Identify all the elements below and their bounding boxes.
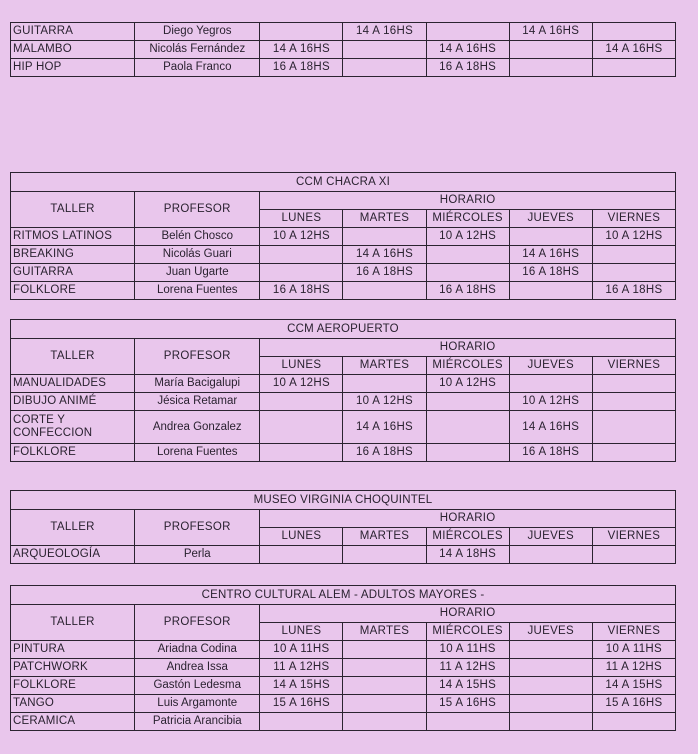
schedule-cell-martes: 16 A 18HS	[343, 264, 426, 282]
schedule-cell-martes: 14 A 16HS	[343, 411, 426, 444]
schedule-cell-lunes	[260, 713, 343, 731]
schedule-cell-martes	[343, 659, 426, 677]
header-day-martes: MARTES	[343, 210, 426, 228]
header-day-viernes: VIERNES	[592, 210, 675, 228]
schedule-cell-jueves: 16 A 18HS	[509, 264, 592, 282]
header-horario: HORARIO	[260, 339, 676, 357]
table-row	[11, 659, 676, 677]
taller-cell: CORTE Y CONFECCION	[11, 411, 135, 444]
schedule-cell-jueves	[509, 659, 592, 677]
schedule-cell-lunes	[260, 393, 343, 411]
schedule-cell-martes	[343, 695, 426, 713]
schedule-cell-lunes	[260, 264, 343, 282]
schedule-cell-miercoles: 14 A 18HS	[426, 546, 509, 564]
schedule-cell-jueves	[509, 677, 592, 695]
header-day-miercoles: MIÉRCOLES	[426, 210, 509, 228]
table-row	[11, 23, 676, 41]
profesor-cell: Lorena Fuentes	[135, 282, 260, 300]
header-day-viernes: VIERNES	[592, 623, 675, 641]
taller-cell: GUITARRA	[11, 23, 135, 41]
schedule-cell-jueves: 10 A 12HS	[509, 393, 592, 411]
table-row	[11, 41, 676, 59]
top-table-body	[11, 23, 676, 77]
table-row	[11, 375, 676, 393]
schedule-cell-viernes	[592, 264, 675, 282]
table-row	[11, 228, 676, 246]
header-day-lunes: LUNES	[260, 528, 343, 546]
schedule-cell-viernes	[592, 375, 675, 393]
header-profesor: PROFESOR	[135, 192, 260, 228]
table-row	[11, 264, 676, 282]
table-row	[11, 677, 676, 695]
schedule-cell-viernes: 10 A 12HS	[592, 228, 675, 246]
schedule-cell-viernes	[592, 444, 675, 462]
schedule-cell-miercoles	[426, 246, 509, 264]
profesor-cell: Lorena Fuentes	[135, 444, 260, 462]
profesor-cell: Patricia Arancibia	[135, 713, 260, 731]
schedule-cell-miercoles: 14 A 15HS	[426, 677, 509, 695]
taller-cell: PINTURA	[11, 641, 135, 659]
schedule-cell-lunes: 14 A 16HS	[260, 41, 343, 59]
profesor-cell: Nicolás Guari	[135, 246, 260, 264]
schedule-cell-jueves	[509, 59, 592, 77]
schedule-cell-jueves	[509, 41, 592, 59]
header-day-martes: MARTES	[343, 528, 426, 546]
profesor-cell: Perla	[135, 546, 260, 564]
schedule-cell-martes	[343, 41, 426, 59]
taller-cell: BREAKING	[11, 246, 135, 264]
schedule-cell-martes	[343, 677, 426, 695]
top-partial-table	[10, 22, 676, 77]
header-day-miercoles: MIÉRCOLES	[426, 528, 509, 546]
profesor-cell: Paola Franco	[135, 59, 260, 77]
header-day-martes: MARTES	[343, 623, 426, 641]
schedule-cell-martes: 16 A 18HS	[343, 444, 426, 462]
profesor-cell: Diego Yegros	[135, 23, 260, 41]
taller-cell: FOLKLORE	[11, 677, 135, 695]
table-title: MUSEO VIRGINIA CHOQUINTEL	[11, 491, 676, 510]
header-day-miercoles: MIÉRCOLES	[426, 357, 509, 375]
header-horario: HORARIO	[260, 510, 676, 528]
schedule-cell-miercoles: 15 A 16HS	[426, 695, 509, 713]
schedule-cell-jueves	[509, 375, 592, 393]
schedule-cell-martes	[343, 282, 426, 300]
header-day-jueves: JUEVES	[509, 357, 592, 375]
table-title: CENTRO CULTURAL ALEM - ADULTOS MAYORES -	[11, 586, 676, 605]
schedule-cell-viernes	[592, 23, 675, 41]
schedule-cell-miercoles	[426, 393, 509, 411]
schedule-cell-martes	[343, 641, 426, 659]
schedule-cell-lunes: 10 A 12HS	[260, 375, 343, 393]
taller-cell: GUITARRA	[11, 264, 135, 282]
header-taller: TALLER	[11, 605, 135, 641]
schedule-cell-viernes: 15 A 16HS	[592, 695, 675, 713]
schedule-cell-viernes	[592, 411, 675, 444]
schedule-cell-viernes: 14 A 16HS	[592, 41, 675, 59]
schedule-cell-jueves: 14 A 16HS	[509, 23, 592, 41]
header-profesor: PROFESOR	[135, 339, 260, 375]
table-row	[11, 393, 676, 411]
schedule-cell-miercoles: 14 A 16HS	[426, 41, 509, 59]
schedule-cell-lunes	[260, 23, 343, 41]
header-day-martes: MARTES	[343, 357, 426, 375]
taller-cell: PATCHWORK	[11, 659, 135, 677]
schedule-cell-miercoles	[426, 444, 509, 462]
taller-cell: MANUALIDADES	[11, 375, 135, 393]
taller-cell: TANGO	[11, 695, 135, 713]
taller-cell: FOLKLORE	[11, 282, 135, 300]
schedule-cell-lunes	[260, 444, 343, 462]
taller-cell: RITMOS LATINOS	[11, 228, 135, 246]
schedule-cell-viernes: 11 A 12HS	[592, 659, 675, 677]
schedule-cell-martes	[343, 375, 426, 393]
schedule-cell-jueves	[509, 228, 592, 246]
schedule-cell-miercoles: 10 A 11HS	[426, 641, 509, 659]
table-title: CCM AEROPUERTO	[11, 320, 676, 339]
header-day-jueves: JUEVES	[509, 210, 592, 228]
table-row	[11, 59, 676, 77]
schedule-cell-lunes	[260, 411, 343, 444]
schedule-cell-miercoles	[426, 264, 509, 282]
schedule-cell-lunes: 15 A 16HS	[260, 695, 343, 713]
schedule-cell-viernes	[592, 246, 675, 264]
profesor-cell: Andrea Gonzalez	[135, 411, 260, 444]
header-profesor: PROFESOR	[135, 605, 260, 641]
schedule-cell-viernes: 16 A 18HS	[592, 282, 675, 300]
schedule-cell-viernes: 14 A 15HS	[592, 677, 675, 695]
schedule-cell-jueves	[509, 695, 592, 713]
schedule-cell-miercoles	[426, 23, 509, 41]
table-row	[11, 713, 676, 731]
table-row	[11, 546, 676, 564]
header-day-viernes: VIERNES	[592, 528, 675, 546]
schedule-cell-lunes: 10 A 12HS	[260, 228, 343, 246]
header-taller: TALLER	[11, 339, 135, 375]
schedule-cell-miercoles	[426, 713, 509, 731]
schedule-cell-viernes	[592, 59, 675, 77]
schedule-cell-lunes	[260, 546, 343, 564]
schedule-cell-jueves	[509, 282, 592, 300]
profesor-cell: Andrea Issa	[135, 659, 260, 677]
schedule-cell-martes: 14 A 16HS	[343, 246, 426, 264]
header-day-jueves: JUEVES	[509, 528, 592, 546]
schedule-cell-lunes: 14 A 15HS	[260, 677, 343, 695]
schedule-cell-jueves: 14 A 16HS	[509, 411, 592, 444]
header-day-jueves: JUEVES	[509, 623, 592, 641]
header-day-viernes: VIERNES	[592, 357, 675, 375]
schedule-cell-viernes: 10 A 11HS	[592, 641, 675, 659]
profesor-cell: Belén Chosco	[135, 228, 260, 246]
schedule-table-museo-virginia-choquintel	[10, 490, 676, 564]
schedule-cell-lunes: 10 A 11HS	[260, 641, 343, 659]
schedule-cell-jueves	[509, 641, 592, 659]
table-title: CCM CHACRA XI	[11, 173, 676, 192]
schedule-cell-jueves	[509, 713, 592, 731]
schedule-cell-miercoles: 10 A 12HS	[426, 228, 509, 246]
schedule-cell-martes	[343, 59, 426, 77]
schedule-cell-miercoles: 16 A 18HS	[426, 59, 509, 77]
header-taller: TALLER	[11, 192, 135, 228]
schedule-cell-lunes: 16 A 18HS	[260, 59, 343, 77]
schedule-cell-martes	[343, 228, 426, 246]
profesor-cell: Jésica Retamar	[135, 393, 260, 411]
profesor-cell: María Bacigalupi	[135, 375, 260, 393]
header-horario: HORARIO	[260, 192, 676, 210]
table-row	[11, 444, 676, 462]
schedule-table-centro-cultural-alem	[10, 585, 676, 731]
profesor-cell: Ariadna Codina	[135, 641, 260, 659]
header-horario: HORARIO	[260, 605, 676, 623]
header-day-lunes: LUNES	[260, 623, 343, 641]
schedule-cell-jueves: 16 A 18HS	[509, 444, 592, 462]
schedule-cell-lunes: 16 A 18HS	[260, 282, 343, 300]
taller-cell: FOLKLORE	[11, 444, 135, 462]
header-day-lunes: LUNES	[260, 210, 343, 228]
header-day-lunes: LUNES	[260, 357, 343, 375]
schedule-cell-martes: 14 A 16HS	[343, 23, 426, 41]
schedule-cell-miercoles: 16 A 18HS	[426, 282, 509, 300]
taller-cell: HIP HOP	[11, 59, 135, 77]
schedule-cell-miercoles	[426, 411, 509, 444]
header-taller: TALLER	[11, 510, 135, 546]
schedule-cell-miercoles: 11 A 12HS	[426, 659, 509, 677]
table-row	[11, 411, 676, 444]
schedule-cell-lunes	[260, 246, 343, 264]
header-day-miercoles: MIÉRCOLES	[426, 623, 509, 641]
schedule-cell-martes	[343, 713, 426, 731]
profesor-cell: Luis Argamonte	[135, 695, 260, 713]
schedule-table-ccm-aeropuerto	[10, 319, 676, 462]
taller-cell: CERAMICA	[11, 713, 135, 731]
header-profesor: PROFESOR	[135, 510, 260, 546]
table-row	[11, 246, 676, 264]
taller-cell: DIBUJO ANIMÉ	[11, 393, 135, 411]
schedule-cell-lunes: 11 A 12HS	[260, 659, 343, 677]
schedule-cell-martes: 10 A 12HS	[343, 393, 426, 411]
schedule-cell-jueves: 14 A 16HS	[509, 246, 592, 264]
schedule-table-ccm-chacra-xi	[10, 172, 676, 300]
schedule-cell-martes	[343, 546, 426, 564]
taller-cell: MALAMBO	[11, 41, 135, 59]
schedule-cell-viernes	[592, 713, 675, 731]
profesor-cell: Juan Ugarte	[135, 264, 260, 282]
schedule-cell-jueves	[509, 546, 592, 564]
taller-cell: ARQUEOLOGÍA	[11, 546, 135, 564]
schedule-cell-viernes	[592, 546, 675, 564]
profesor-cell: Nicolás Fernández	[135, 41, 260, 59]
table-row	[11, 695, 676, 713]
table-row	[11, 282, 676, 300]
schedule-cell-miercoles: 10 A 12HS	[426, 375, 509, 393]
profesor-cell: Gastón Ledesma	[135, 677, 260, 695]
schedule-cell-viernes	[592, 393, 675, 411]
table-row	[11, 641, 676, 659]
